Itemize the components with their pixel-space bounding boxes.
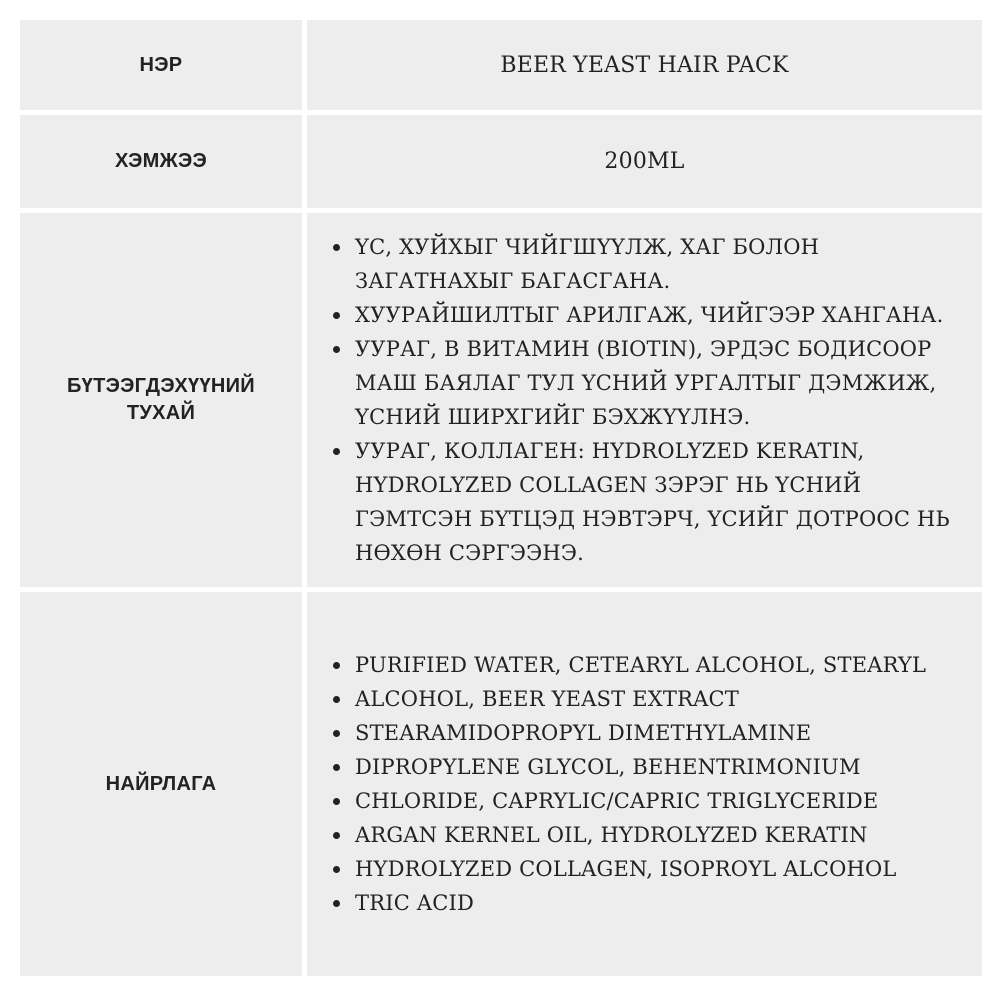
size-value: 200ML — [307, 115, 982, 208]
bullet-icon — [333, 900, 340, 907]
bullet-icon — [333, 764, 340, 771]
table-row-about — [20, 213, 982, 587]
bullet-icon — [333, 662, 340, 669]
table-row-name — [20, 20, 982, 110]
bullet-icon — [333, 346, 340, 353]
size-label: ХЭМЖЭЭ — [20, 115, 302, 208]
ingredient-text: CHLORIDE, CAPRYLIC/CAPRIC TRIGLYCERIDE — [355, 789, 879, 813]
ingredients-label: НАЙРЛАГА — [20, 592, 302, 976]
ingredient-text: ALCOHOL, BEER YEAST EXTRACT — [355, 687, 739, 711]
ingredients-value — [307, 592, 982, 976]
bullet-icon — [333, 448, 340, 455]
about-item-text: УУРАГ, В ВИТАМИН (BIOTIN), ЭРДЭС БОДИСООР МАШ БАЯЛАГ ТУЛ ҮСНИЙ УРГАЛТЫГ ДЭМЖИЖ, ҮСНИЙ ШИРХГИЙГ БЭХЖҮҮЛНЭ. — [355, 337, 937, 429]
about-label: БҮТЭЭГДЭХҮҮНИЙ ТУХАЙ — [20, 213, 302, 587]
about-item-text: ХУУРАЙШИЛТЫГ АРИЛГАЖ, ЧИЙГЭЭР ХАНГАНА. — [355, 303, 944, 327]
list-item — [329, 750, 926, 784]
product-info-table — [20, 20, 982, 976]
about-value — [307, 213, 982, 587]
ingredient-text: HYDROLYZED COLLAGEN, ISOPROYL ALCOHOL — [355, 857, 897, 881]
bullet-icon — [333, 312, 340, 319]
table-row-size — [20, 115, 982, 208]
bullet-icon — [333, 696, 340, 703]
ingredients-list — [307, 648, 936, 920]
about-item-text: УУРАГ, КОЛЛАГЕН: HYDROLYZED KERATIN, HYDROLYZED COLLAGEN ЗЭРЭГ НЬ ҮСНИЙ ГЭМТСЭН БҮТЦЭД НЭВТЭРЧ, ҮСИЙГ ДОТРООС НЬ НӨХӨН СЭРГЭЭНЭ. — [355, 439, 950, 565]
ingredient-text: ARGAN KERNEL OIL, HYDROLYZED KERATIN — [355, 823, 868, 847]
list-item — [329, 818, 926, 852]
list-item — [329, 784, 926, 818]
list-item — [329, 434, 972, 570]
ingredient-text: PURIFIED WATER, CETEARYL ALCOHOL, STEARYL — [355, 653, 927, 677]
list-item — [329, 230, 972, 298]
bullet-icon — [333, 244, 340, 251]
list-item — [329, 886, 926, 920]
list-item — [329, 716, 926, 750]
list-item — [329, 332, 972, 434]
name-value: BEER YEAST HAIR PACK — [307, 20, 982, 110]
list-item — [329, 682, 926, 716]
name-label: НЭР — [20, 20, 302, 110]
bullet-icon — [333, 798, 340, 805]
ingredient-text: DIPROPYLENE GLYCOL, BEHENTRIMONIUM — [355, 755, 861, 779]
bullet-icon — [333, 866, 340, 873]
list-item — [329, 298, 972, 332]
about-list — [307, 230, 982, 570]
about-item-text: ҮС, ХУЙХЫГ ЧИЙГШҮҮЛЖ, ХАГ БОЛОН ЗАГАТНАХЫГ БАГАСГАНА. — [355, 235, 820, 293]
ingredient-text: STEARAMIDOPROPYL DIMETHYLAMINE — [355, 721, 812, 745]
bullet-icon — [333, 730, 340, 737]
ingredient-text: TRIC ACID — [355, 891, 475, 915]
list-item — [329, 648, 926, 682]
table-row-ingredients — [20, 592, 982, 976]
list-item — [329, 852, 926, 886]
bullet-icon — [333, 832, 340, 839]
